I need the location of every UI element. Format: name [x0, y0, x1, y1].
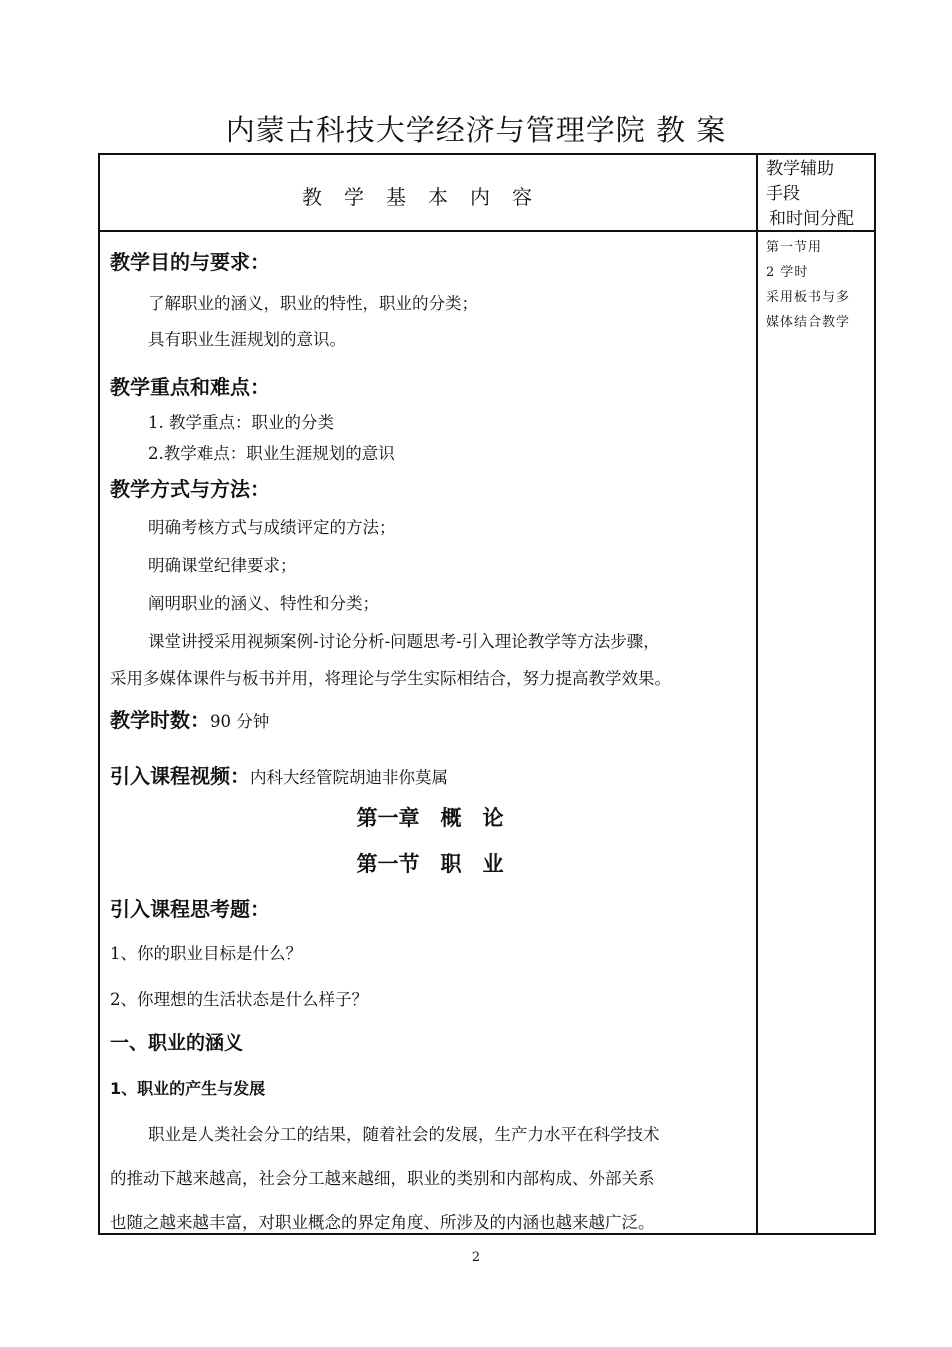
document-title: 内蒙古科技大学经济与管理学院 教 案: [225, 113, 727, 147]
key-point-item: 1. 教学重点：职业的分类: [148, 413, 334, 432]
side-note-line: 采用板书与多: [766, 290, 851, 305]
page-number: 2: [471, 1250, 481, 1265]
part-heading: 一、职业的涵义: [110, 1032, 244, 1054]
video-label: 引入课程视频：: [110, 764, 250, 788]
paragraph-line: 也随之越来越丰富，对职业概念的界定角度、所涉及的内涵也越来越广泛。: [110, 1213, 655, 1232]
side-header-line: 和时间分配: [769, 209, 854, 229]
side-column-header: [766, 157, 874, 232]
video-value: 内科大经管院胡迪非你莫属: [250, 768, 448, 787]
questions-heading: 引入课程思考题：: [110, 897, 270, 921]
question-item: 2、你理想的生活状态是什么样子？: [110, 990, 368, 1009]
side-note-line: 第一节用: [766, 240, 823, 255]
side-notes: [766, 235, 874, 335]
goal-item: 了解职业的涵义，职业的特性，职业的分类；: [148, 294, 478, 313]
sub-heading: 1、职业的产生与发展: [110, 1079, 266, 1098]
method-item: 明确考核方式与成绩评定的方法；: [148, 518, 396, 537]
chapter-title: 第一章 概 论: [356, 805, 504, 830]
key-point-item: 2.教学难点：职业生涯规划的意识: [148, 444, 395, 463]
header-divider: [100, 230, 874, 232]
method-item: 课堂讲授采用视频案例-讨论分析-问题思考-引入理论教学等方法步骤，: [148, 632, 660, 651]
methods-heading: 教学方式与方法：: [110, 477, 270, 501]
side-header-line: 教学辅助: [766, 159, 834, 179]
hours-line: [110, 704, 269, 733]
side-header-line: 手段: [766, 184, 800, 204]
goals-heading: 教学目的与要求：: [110, 250, 270, 274]
method-item: 阐明职业的涵义、特性和分类；: [148, 594, 379, 613]
paragraph-line: 职业是人类社会分工的结果，随着社会的发展，生产力水平在科学技术: [148, 1125, 660, 1144]
goal-item: 具有职业生涯规划的意识。: [148, 330, 346, 349]
method-item: 明确课堂纪律要求；: [148, 556, 297, 575]
key-points-heading: 教学重点和难点：: [110, 375, 270, 399]
video-line: [110, 760, 448, 789]
lesson-plan-table: [98, 153, 876, 1235]
side-note-line: 2 学时: [766, 265, 809, 280]
question-item: 1、你的职业目标是什么？: [110, 944, 302, 963]
hours-label: 教学时数：: [110, 708, 210, 732]
main-column-header: 教学基本内容: [302, 185, 554, 209]
paragraph-line: 的推动下越来越高，社会分工越来越细，职业的类别和内部构成、外部关系: [110, 1169, 655, 1188]
method-continuation: 采用多媒体课件与板书并用，将理论与学生实际相结合，努力提高教学效果。: [110, 669, 671, 688]
hours-value: 90 分钟: [210, 712, 270, 731]
column-divider: [756, 155, 758, 1233]
section-title: 第一节 职 业: [356, 851, 504, 876]
side-note-line: 媒体结合教学: [766, 315, 851, 330]
